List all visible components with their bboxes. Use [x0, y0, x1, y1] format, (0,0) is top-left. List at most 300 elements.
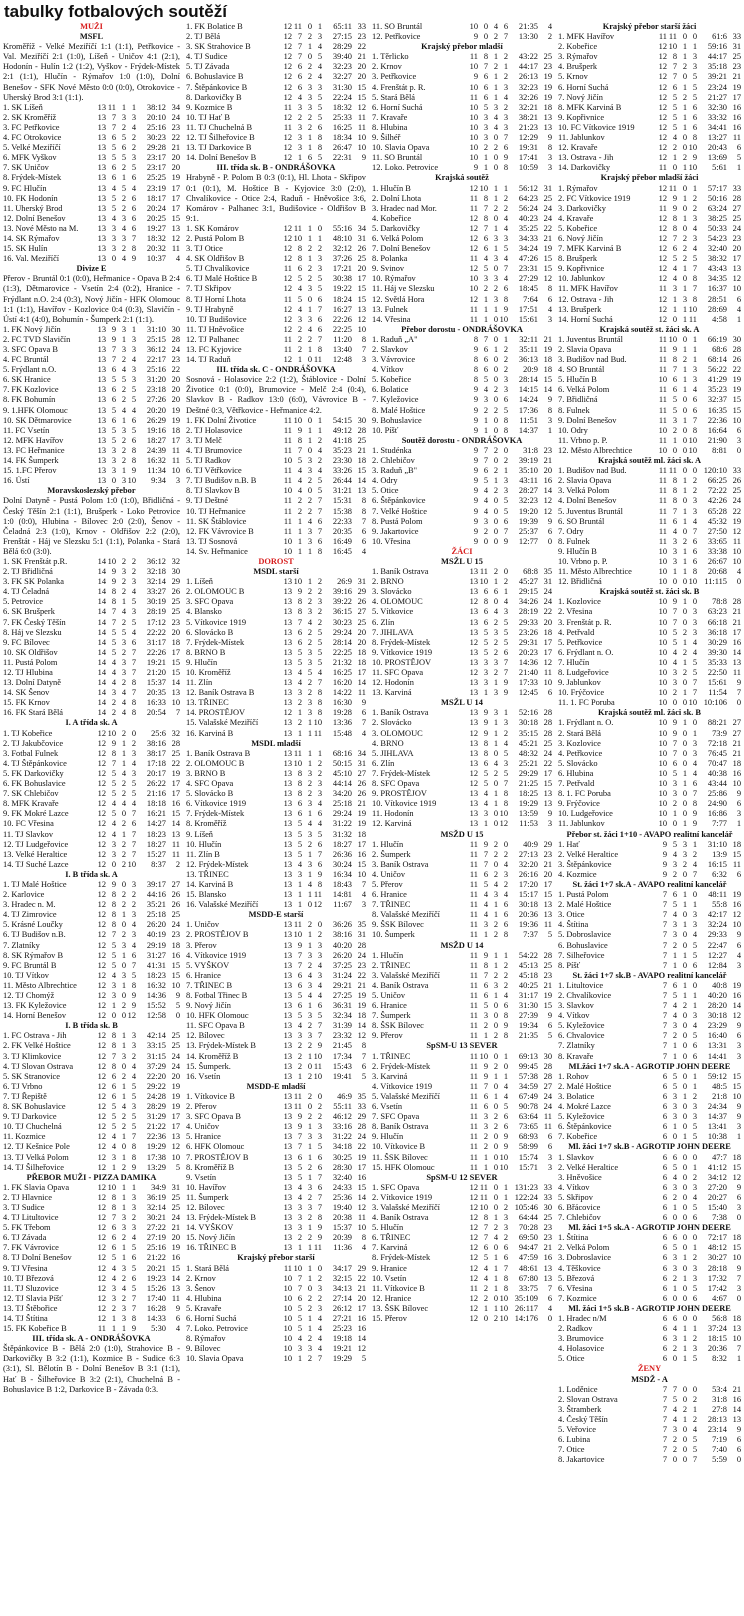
- table-row: [3, 678, 180, 688]
- score: 54:22: [518, 950, 538, 960]
- score: 32:14: [146, 1202, 166, 1212]
- team-name: 5. Hlučín: [372, 1223, 404, 1233]
- score: 36:12: [146, 345, 166, 354]
- draws: 3: [307, 526, 312, 536]
- score: 28:14: [332, 637, 352, 647]
- points: 22: [171, 133, 180, 143]
- losses: 1: [503, 587, 508, 597]
- score: 19:29: [146, 1142, 166, 1152]
- team-name: 9. Vítkovice 1919: [372, 647, 433, 657]
- games: 12: [658, 314, 667, 324]
- draws: 3: [307, 536, 312, 546]
- games: 10: [283, 1283, 292, 1293]
- team-name: 12. TJ Ludgeřovice: [3, 839, 69, 849]
- losses: 9: [131, 254, 136, 264]
- table-row: [558, 789, 741, 799]
- table-row: [372, 1193, 552, 1203]
- team-name: 3. Otice: [558, 910, 585, 920]
- team-name: 5. Hranice: [186, 1132, 221, 1142]
- losses: 4: [317, 42, 322, 52]
- wins: 8: [111, 1202, 116, 1212]
- team-name: 6. Hranice: [372, 1001, 407, 1011]
- draws: 5: [121, 627, 126, 637]
- team-name: 4. BRNO: [372, 738, 404, 748]
- wins: 3: [672, 789, 677, 799]
- wins: 3: [111, 223, 116, 233]
- points: 20: [171, 627, 180, 637]
- standings-table: [3, 103, 180, 265]
- points: 20: [357, 637, 366, 647]
- losses: 7: [317, 1354, 322, 1364]
- losses: 1: [692, 991, 697, 1000]
- points: 16: [171, 1253, 180, 1263]
- table-row: [186, 900, 366, 910]
- draws: 0: [493, 1192, 498, 1202]
- games: 12: [97, 950, 106, 960]
- score: 31:8: [712, 1394, 727, 1404]
- score: 49:12: [332, 425, 352, 435]
- table-row: [558, 900, 741, 910]
- score: 21:22: [146, 1253, 166, 1263]
- standings-table: [372, 52, 552, 173]
- points: 6: [736, 1435, 741, 1445]
- wins: 1: [297, 900, 302, 910]
- draws: 0: [307, 294, 312, 304]
- games: 11: [469, 52, 478, 62]
- score: 40:38: [707, 768, 727, 778]
- score: 17:38: [146, 1152, 166, 1162]
- wins: 10: [668, 334, 677, 344]
- table-row: [558, 93, 741, 103]
- wins: 4: [111, 183, 116, 193]
- games: 7: [662, 1445, 667, 1455]
- losses: 9: [503, 688, 508, 698]
- table-row: [186, 1142, 366, 1152]
- table-row: [3, 941, 180, 951]
- draws: 1: [121, 1081, 126, 1091]
- score: 42:14: [146, 1031, 166, 1041]
- wins: 1: [483, 1162, 488, 1172]
- table-row: [186, 42, 366, 52]
- score: 35:109: [514, 1293, 538, 1303]
- table-row: [186, 658, 366, 668]
- losses: 3: [692, 213, 697, 223]
- games: 13: [283, 1172, 292, 1182]
- team-name: 14. TJ Štítina: [3, 1314, 48, 1323]
- points: 21: [171, 1223, 180, 1233]
- losses: 7: [131, 233, 136, 243]
- standings-table: [372, 335, 552, 436]
- losses: 8: [317, 345, 322, 354]
- losses: 3: [692, 1273, 697, 1283]
- losses: 9: [317, 869, 322, 879]
- team-name: 7. Břidličná: [558, 395, 598, 405]
- points: 4: [175, 1324, 180, 1334]
- team-name: 2. Krnov: [186, 1273, 216, 1283]
- draws: 2: [307, 1233, 312, 1243]
- wins: 7: [111, 930, 116, 940]
- wins: 9: [672, 597, 677, 607]
- team-name: 12. TJ Kešnice Pole: [3, 1142, 70, 1152]
- table-row: [186, 678, 366, 688]
- losses: 6: [131, 193, 136, 203]
- team-name: 2. Pustá Polom B: [186, 233, 245, 243]
- points: 16: [543, 476, 552, 486]
- losses: 3: [131, 1102, 136, 1112]
- table-row: [3, 446, 180, 456]
- team-name: 6. SK Hranice: [3, 375, 51, 385]
- losses: 1: [503, 1182, 508, 1192]
- wins: 7: [297, 52, 302, 62]
- points: 12: [543, 657, 552, 667]
- losses: 8: [692, 274, 697, 284]
- points: 5: [361, 1071, 366, 1081]
- table-row: [558, 466, 741, 476]
- points: 9: [736, 678, 741, 688]
- points: 15: [543, 1001, 552, 1011]
- losses: 0: [317, 223, 322, 233]
- wins: 0: [672, 698, 677, 708]
- team-name: 3. Petřkovice: [372, 72, 417, 82]
- draws: 0: [682, 1213, 687, 1223]
- standings-table: [558, 890, 741, 971]
- games: 6: [662, 1172, 667, 1182]
- wins: 5: [672, 768, 677, 778]
- table-row: [372, 517, 552, 527]
- draws: 1: [307, 1051, 312, 1061]
- table-row: [372, 1112, 552, 1122]
- games: 12: [97, 768, 106, 778]
- games: 13: [469, 708, 478, 718]
- wins: 1: [483, 1152, 488, 1162]
- points: 26: [357, 597, 366, 607]
- score: 32:27: [332, 72, 352, 82]
- points: 19: [357, 1001, 366, 1011]
- draws: 2: [493, 1314, 498, 1323]
- games: 12: [97, 890, 106, 900]
- games: 13: [97, 143, 106, 153]
- draws: 0: [682, 799, 687, 809]
- draws: 2: [307, 1213, 312, 1223]
- games: 11: [469, 839, 478, 849]
- wins: 5: [111, 425, 116, 435]
- team-name: 7. Silheřovice: [558, 950, 605, 960]
- draws: 1: [307, 143, 312, 153]
- draws: 1: [121, 758, 126, 768]
- losses: 0: [692, 980, 697, 990]
- wins: 5: [672, 405, 677, 415]
- team-name: 7. Loko. Petrovice: [186, 1324, 248, 1334]
- losses: 8: [131, 708, 136, 718]
- score: 22:31: [332, 153, 352, 163]
- wins: 5: [483, 779, 488, 789]
- draws: 2: [682, 627, 687, 637]
- wins: 3: [672, 930, 677, 940]
- league-heading: SpSM-U 13 SEVER: [426, 1041, 498, 1051]
- draws: 3: [307, 1344, 312, 1354]
- score: 27:39: [518, 1011, 538, 1021]
- team-name: 4. Holasovice: [558, 1344, 605, 1354]
- score: 22:22: [146, 627, 166, 637]
- wins: 2: [672, 425, 677, 435]
- table-row: [372, 466, 552, 476]
- games: 11: [469, 1122, 478, 1132]
- points: 15: [543, 779, 552, 789]
- points: 15: [357, 92, 366, 102]
- losses: 2: [317, 587, 322, 597]
- team-name: 9. Kozmice B: [186, 102, 233, 112]
- points: 6: [547, 294, 552, 304]
- wins: 5: [483, 102, 488, 112]
- team-name: 8. MFK Kravaře: [3, 799, 59, 809]
- games: 13: [469, 718, 478, 728]
- standings-table: [186, 920, 366, 1082]
- games: 11: [658, 345, 667, 354]
- draws: 1: [682, 264, 687, 274]
- wins: 3: [672, 1091, 677, 1101]
- wins: 5: [297, 294, 302, 304]
- wins: 5: [297, 839, 302, 849]
- wins: 6: [297, 627, 302, 637]
- wins: 1: [297, 728, 302, 738]
- table-row: [186, 22, 366, 32]
- team-name: 10. FK Hodonín: [3, 193, 58, 203]
- losses: 7: [692, 869, 697, 879]
- standings-table: [186, 224, 366, 365]
- team-name: 9. Dolní Benešov: [558, 415, 617, 425]
- points: 26: [171, 900, 180, 910]
- losses: 8: [692, 567, 697, 577]
- points: 22: [357, 1142, 366, 1152]
- losses: 2: [692, 476, 697, 486]
- score: 27:8: [712, 1404, 727, 1414]
- wins: 6: [672, 980, 677, 990]
- team-name: 2. TŘINEC: [372, 960, 411, 970]
- table-row: [558, 32, 741, 42]
- draws: 0: [121, 809, 126, 819]
- team-name: 1. Kozlovice: [558, 597, 601, 607]
- wins: 6: [672, 758, 677, 768]
- team-name: 3. Dobroslavice: [558, 1253, 612, 1263]
- team-name: 1. FK Dolní Životice: [186, 415, 257, 425]
- team-name: 10. Kroměříž: [186, 668, 231, 677]
- team-name: 8. Kroměříž: [186, 819, 227, 829]
- score: 43:22: [518, 52, 538, 62]
- table-row: [372, 254, 552, 264]
- table-row: [372, 52, 552, 62]
- draws: 0: [307, 900, 312, 910]
- losses: 6: [692, 395, 697, 405]
- games: 11: [469, 254, 478, 264]
- team-name: 4. Vítkov: [372, 365, 404, 375]
- team-name: 11. FC Vsetín: [3, 425, 50, 435]
- draws: 0: [682, 1233, 687, 1243]
- draws: 2: [121, 203, 126, 213]
- points: 19: [543, 244, 552, 254]
- draws: 0: [682, 1243, 687, 1253]
- table-row: [558, 527, 741, 537]
- games: 13: [283, 728, 292, 738]
- draws: 2: [682, 244, 687, 254]
- team-name: 4. Brušperk: [558, 62, 598, 72]
- losses: 8: [503, 1283, 508, 1293]
- losses: 8: [131, 244, 136, 254]
- points: 7: [361, 1051, 366, 1061]
- draws: 2: [493, 445, 498, 455]
- losses: 2: [692, 849, 697, 859]
- draws: 0: [682, 445, 687, 455]
- losses: 3: [692, 365, 697, 375]
- wins: 2: [297, 112, 302, 122]
- draws: 3: [121, 1213, 126, 1223]
- wins: 3: [483, 274, 488, 284]
- table-row: [558, 1284, 741, 1294]
- team-name: 10. Slavia Opava: [372, 143, 430, 153]
- table-row: [372, 769, 552, 779]
- wins: 4: [483, 1263, 488, 1273]
- wins: 1: [672, 1122, 677, 1132]
- games: 10: [469, 143, 478, 153]
- games: 6: [662, 1091, 667, 1101]
- points: 3: [736, 809, 741, 819]
- table-row: [372, 224, 552, 234]
- games: 13: [97, 345, 106, 354]
- team-name: 5. TJ Závada: [186, 62, 230, 72]
- wins: 6: [483, 617, 488, 627]
- wins: 1: [297, 1071, 302, 1081]
- draws: 6: [121, 143, 126, 153]
- draws: 0: [493, 1162, 498, 1172]
- team-name: 3. Přerov: [186, 940, 217, 950]
- team-name: 5. Veřovice: [558, 1425, 596, 1435]
- team-name: 4. Kravaře: [558, 213, 594, 223]
- team-name: 8. Frýdek-Místek: [372, 1253, 431, 1263]
- wins: 1: [672, 435, 677, 445]
- score: 10:38: [707, 1132, 727, 1142]
- points: 26: [171, 890, 180, 900]
- draws: 1: [682, 900, 687, 910]
- score: 29:33: [707, 930, 727, 940]
- table-row: [558, 1072, 741, 1082]
- losses: 1: [503, 1071, 508, 1081]
- games: 11: [469, 203, 478, 213]
- losses: 11: [313, 1243, 322, 1253]
- team-name: 2. Dolní Lhota: [372, 193, 422, 203]
- table-row: [558, 72, 741, 82]
- team-name: 11. Zlín: [186, 678, 213, 688]
- draws: 3: [307, 82, 312, 92]
- points: 18: [732, 1233, 741, 1243]
- points: 2: [547, 32, 552, 42]
- points: 21: [357, 445, 366, 455]
- losses: 1: [503, 62, 508, 72]
- losses: 2: [317, 607, 322, 617]
- games: 7: [662, 940, 667, 950]
- team-name: 5. Stará Bělá: [372, 92, 416, 102]
- games: 9: [473, 496, 478, 506]
- losses: 3: [317, 1303, 322, 1313]
- team-name: 9. TJ Hrabyně: [186, 304, 234, 314]
- draws: 0: [682, 748, 687, 758]
- score: 30:23: [146, 133, 166, 143]
- losses: 11: [688, 314, 697, 324]
- table-row: [186, 941, 366, 951]
- score: 16:20: [332, 678, 352, 688]
- losses: 8: [317, 879, 322, 889]
- games: 10: [658, 567, 667, 577]
- table-row: [558, 759, 741, 769]
- points: 18: [357, 1011, 366, 1021]
- losses: 3: [317, 1132, 322, 1142]
- wins: 9: [111, 577, 116, 587]
- score: 21:35: [518, 22, 538, 31]
- losses: 5: [317, 102, 322, 112]
- draws: 5: [121, 133, 126, 143]
- points: 9: [547, 1011, 552, 1021]
- team-name: 3. Hradec n. M.: [3, 900, 56, 910]
- wins: 5: [111, 637, 116, 647]
- losses: 2: [503, 970, 508, 980]
- score: 52:16: [518, 708, 538, 718]
- wins: 3: [672, 536, 677, 546]
- points: 27: [732, 728, 741, 738]
- games: 14: [97, 647, 106, 657]
- draws: 0: [682, 678, 687, 688]
- table-row: [372, 32, 552, 42]
- team-name: 12. Hodonín: [372, 678, 414, 688]
- table-row: [372, 688, 552, 698]
- table-row: [186, 618, 366, 628]
- games: 12: [658, 52, 667, 62]
- draws: 1: [682, 556, 687, 566]
- draws: 1: [493, 738, 498, 748]
- losses: 3: [131, 365, 136, 375]
- games: 12: [283, 72, 292, 82]
- score: 45:13: [518, 960, 538, 970]
- team-name: 15. HFK Olomouc: [372, 1162, 435, 1172]
- draws: 4: [493, 112, 498, 122]
- games: 8: [473, 355, 478, 365]
- points: 22: [171, 758, 180, 768]
- standings-table: [3, 729, 180, 870]
- table-row: [372, 486, 552, 496]
- draws: 3: [307, 698, 312, 708]
- wins: 7: [483, 334, 488, 344]
- team-name: 12. MFK Havířov: [3, 435, 64, 445]
- wins: 2: [483, 405, 488, 415]
- draws: 1: [682, 365, 687, 375]
- team-name: 4. Český Těšín: [558, 1414, 608, 1424]
- score: 18:23: [146, 829, 166, 839]
- games: 10: [283, 1344, 292, 1354]
- losses: 2: [692, 1414, 697, 1424]
- losses: 6: [503, 920, 508, 930]
- games: 7: [662, 1404, 667, 1414]
- games: 14: [97, 708, 106, 718]
- games: 11: [469, 193, 478, 203]
- losses: 2: [131, 567, 136, 577]
- team-name: 4. OLOMOUC: [372, 597, 423, 607]
- team-name: 9. Kopřivnice: [558, 264, 605, 274]
- games: 13: [97, 385, 106, 395]
- games: 13: [469, 819, 478, 829]
- points: 8: [361, 1041, 366, 1051]
- score: 34:24: [518, 244, 538, 254]
- draws: 1: [682, 546, 687, 556]
- games: 6: [662, 1112, 667, 1122]
- games: 10: [658, 728, 667, 738]
- games: 13: [283, 1162, 292, 1172]
